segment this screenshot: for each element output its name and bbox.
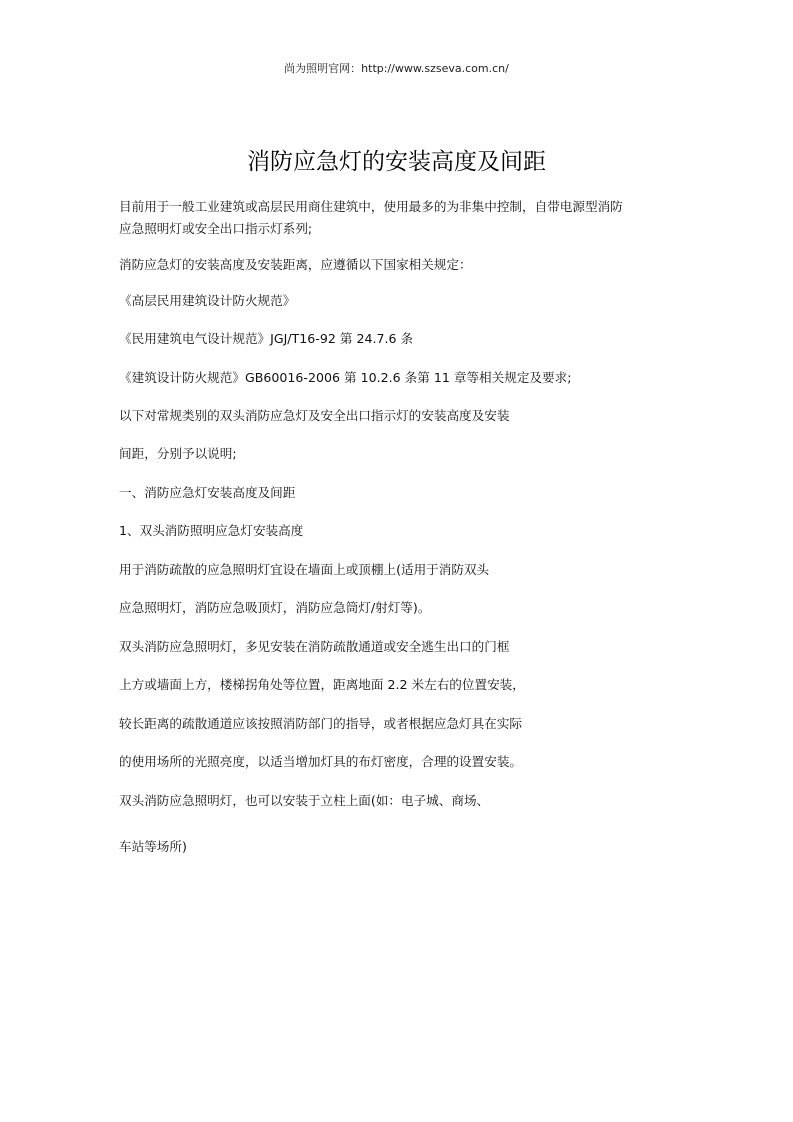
paragraph-line: 《高层民用建筑设计防火规范》 xyxy=(119,293,296,308)
paragraph-line: 间距，分别予以说明; xyxy=(119,446,237,461)
paragraph-line: 的使用场所的光照亮度，以适当增加灯具的布灯密度，合理的设置安装。 xyxy=(119,754,522,769)
page-header: 尚为照明官网：http://www.szseva.com.cn/ xyxy=(284,62,509,75)
paragraph-line: 目前用于一般工业建筑或高层民用商住建筑中，使用最多的为非集中控制，自带电源型消防 xyxy=(119,199,623,214)
paragraph-line: 以下对常规类别的双头消防应急灯及安全出口指示灯的安装高度及安装 xyxy=(119,408,510,423)
paragraph-line: 消防应急灯的安装高度及安装距离，应遵循以下国家相关规定： xyxy=(119,257,472,272)
paragraph-line: 车站等场所) xyxy=(119,839,187,854)
section-heading: 一、消防应急灯安装高度及间距 xyxy=(119,485,296,500)
paragraph-line: 应急照明灯，消防应急吸顶灯，消防应急筒灯/射灯等)。 xyxy=(119,600,431,615)
document-title: 消防应急灯的安装高度及间距 xyxy=(247,149,546,175)
paragraph-line: 应急照明灯或安全出口指示灯系列; xyxy=(119,221,313,236)
paragraph-line: 双头消防应急照明灯，也可以安装于立柱上面(如：电子城、商场、 xyxy=(119,793,490,808)
paragraph-line: 上方或墙面上方，楼梯拐角处等位置，距离地面 2.2 米左右的位置安装， xyxy=(119,677,525,692)
paragraph-line: 较长距离的疏散通道应该按照消防部门的指导，或者根据应急灯具在实际 xyxy=(119,716,522,731)
subsection-heading: 1、双头消防照明应急灯安装高度 xyxy=(119,523,304,538)
paragraph-line: 双头消防应急照明灯，多见安装在消防疏散通道或安全逃生出口的门框 xyxy=(119,639,510,654)
paragraph-line: 用于消防疏散的应急照明灯宜设在墙面上或顶棚上(适用于消防双头 xyxy=(119,562,490,577)
paragraph-line: 《民用建筑电气设计规范》JGJ/T16-92 第 24.7.6 条 xyxy=(119,331,414,346)
paragraph-line: 《建筑设计防火规范》GB60016-2006 第 10.2.6 条第 11 章等相关规定及要求; xyxy=(119,370,572,385)
